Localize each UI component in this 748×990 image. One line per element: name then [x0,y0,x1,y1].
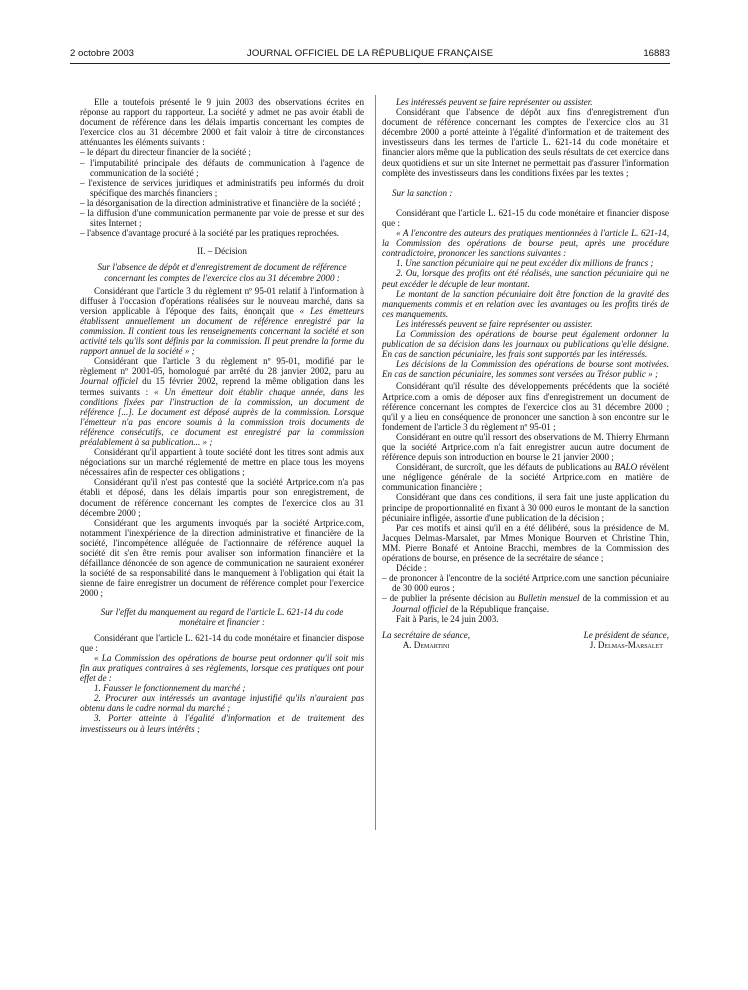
quote: 3. Porter atteinte à l'égalité d'information et de traitement des investisseurs ou à leurs intérêts ; [80,713,364,734]
signatures [382,630,669,650]
paragraph: Considérant que l'absence de dépôt aux fins d'enregistrement d'un document de référence concernant les comptes de l'exercice clos au 31 décembre 2000 a porté atteinte à l'égalité d'information et de traitement des investisseurs dans les termes de l'article L. 621-14 du code monétaire et financier alors même que la publication des seuls résultats de cet exercice dans deux quotidiens et sur un site Internet ne permettait pas d'assurer l'information complète des investisseurs dans les conditions fixées par les textes ; [382,107,669,178]
journal-ref: Journal officiel [80,376,138,387]
list-item: – le départ du directeur financier de la société ; [80,147,251,158]
subheading: Sur l'absence de dépôt et d'enregistrement de document de référence concernant les comptes de l'exercice clos au 31 décembre 2000 : [97,262,347,283]
balo-ref: BALO [614,462,638,473]
decide-label: Décide : [396,563,427,574]
list-item: – l'imputabilité principale des défauts de communication à l'agence de communication de la société ; [80,157,364,178]
signature-title: La secrétaire de séance, [382,629,471,640]
quote: La Commission des opérations de bourse peut également ordonner la publication de sa décision dans les journaux ou publications qu'elle désigne. En cas de sanction pécuniaire, les frais sont supportés par les intéressés. [382,328,669,360]
paragraph: Considérant qu'il résulte des développements précédents que la société Artprice.com a omis de déposer aux fins d'enregistrement un document de référence concernant les comptes de l'exercice clos au 31 décembre 2000 ; qu'il y a lieu en conséquence de prononcer une sanction à son encontre sur le fondement de l'article 3 du règlement nº 95-01 ; [382,381,669,432]
list-item: – de prononcer à l'encontre de la société Artprice.com une sanction pécuniaire de 30 000 euros ; [382,573,669,594]
list-item: – l'existence de services juridiques et administratifs peu informés du droit spécifique des marchés financiers ; [80,177,364,198]
paragraph: Considérant en outre qu'il ressort des observations de M. Thierry Ehrmann que la société Artprice.com n'a fait enregistrer aucun autre document de référence depuis son introduction en bourse le 21 janvier 2000 ; [382,431,669,463]
paragraph: Considérant que l'article L. 621-14 du code monétaire et financier dispose que : [80,632,364,653]
paragraph [80,356,364,447]
quote: Les intéressés peuvent se faire représenter ou assister. [396,318,593,329]
text: – de publier la présente décision au [382,593,518,604]
list-item: – la diffusion d'une communication permanente par voie de presse et sur des sites Internet ; [80,208,364,229]
section-heading: II. – Décision [197,246,247,257]
text: Considérant, de surcroît, que les défauts de publications au [396,462,615,473]
left-column [80,97,364,734]
quote: 1. Une sanction pécuniaire qui ne peut excéder dix millions de francs ; [396,258,654,269]
quote: « Les émetteurs établissent annuellement un document de référence enregistré par la commission. Il contient tous les renseignements concernant la société et son activité tels qu'ils sont définis par la commission. Il peut prendre la forme du rapport annuel de la société » ; [80,305,364,357]
text: Considérant que l'article 3 du règlement nº 95-01 relatif à l'information à diffuser à l'occasion d'opérations réalisées sur le nouveau marché, dans sa version applicable à l'époque des faits, énonçait que [80,285,364,316]
subheading: Sur la sanction : [392,187,453,198]
quote: « Un émetteur doit établir chaque année, dans les conditions fixées par l'instruction de la commission, un document de référence [...]. Le document est déposé auprès de la commission. Lorsque l'émetteur n'a pas encore soumis à la commission trois documents de référence consécutifs, ce document est enregistré par la commission préalablement à sa publication... » ; [80,386,364,447]
signature-name: J. Delmas-Marsalet [589,639,663,650]
header-journal-title: JOURNAL OFFICIEL DE LA RÉPUBLIQUE FRANÇAISE [246,48,494,59]
text: révèlent une négligence générale de la société Artprice.com en matière de communication financière ; [382,462,669,493]
quote: 1. Fausser le fonctionnement du marché ; [94,683,246,694]
quote: 2. Ou, lorsque des profits ont été réalisés, une sanction pécuniaire qui ne peut excéder le décuple de leur montant. [382,268,669,289]
journal-ref: Journal officiel [392,603,448,614]
text: de la République française. [447,603,550,614]
header-date: 2 octobre 2003 [70,48,135,59]
signature-right [584,630,669,650]
text: Considérant que l'article 3 du règlement nº 95-01, modifié par le règlement nº 2001-05, homologué par arrêté du 28 janvier 2002, paru au [80,356,364,377]
signature-left [382,630,470,650]
quote: 2. Procurer aux intéressés un avantage injustifié qu'ils n'auraient pas obtenu dans le cadre normal du marché ; [80,693,364,714]
quote: Les décisions de la Commission des opérations de bourse sont motivées. En cas de sanction pécuniaire, les sommes sont versées au Trésor public » ; [382,359,669,380]
paragraph: Considérant qu'il n'est pas contesté que la société Artprice.com n'a pas établi et déposé, dans les délais impartis pour son enregistrement, de document de référence concernant les comptes de l'exercice clos au 31 décembre 2000 ; [80,477,364,518]
date-line: Fait à Paris, le 24 juin 2003. [396,613,499,624]
paragraph: Considérant qu'il appartient à toute société dont les titres sont admis aux négociations sur un marché réglementé de mettre en place tous les moyens nécessaires afin de respecter ces obligations ; [80,447,364,478]
signature-title: Le président de séance, [583,629,669,640]
paragraph: Considérant que dans ces conditions, il sera fait une juste application du principe de proportionnalité en fixant à 30 000 euros le montant de la sanction pécuniaire infligée, assortie d'une publication de la décision ; [382,492,669,523]
list-item: – l'absence d'avantage procuré à la société par les pratiques reprochées. [80,228,340,239]
header-rule [70,63,670,64]
paragraph: Considérant que l'article L. 621-15 du code monétaire et financier dispose que : [382,207,669,228]
subheading: Sur l'effet du manquement au regard de l'article L. 621-14 du code monétaire et financier : [100,606,344,627]
text: de la commission et au [579,593,669,604]
list-item [382,593,669,613]
quote: « La Commission des opérations de bourse peut ordonner qu'il soit mis fin aux pratiques contraires à ses règlements, lorsque ces pratiques ont pour effet de : [80,652,364,684]
bulletin-ref: Bulletin mensuel [517,593,580,604]
paragraph: Considérant que les arguments invoqués par la société Artprice.com, notamment l'inexpérience de la direction administrative et financière de la société, l'incompétence alléguée de l'actionnaire de référence auquel la société dit s'en être remis pour avaliser son information financière et la défaillance dénoncée de son agence de communication ne sauraient exonérer la société de sa responsabilité dans le manquement à l'obligation qui était la sienne de faire enregistrer un document de référence complet pour l'exercice 2000 ; [80,517,364,599]
list-item: – la désorganisation de la direction administrative et financière de la société ; [80,197,361,208]
paragraph [80,286,364,357]
paragraph [382,462,669,492]
quote: Le montant de la sanction pécuniaire doit être fonction de la gravité des manquements commis et en relation avec les avantages ou les profits tirés de ces manquements. [382,288,669,319]
text: du 15 février 2002, reprend la même obligation dans les termes suivants : [80,376,364,397]
header-page-number: 16883 [643,48,670,59]
paragraph: Par ces motifs et ainsi qu'il en a été délibéré, sous la présidence de M. Jacques Delmas-Marsalet, par Mmes Monique Bourven et Christine Thin, MM. Pierre Bonafé et Antoine Bracchi, membres de la Commission des opérations de bourse, en présence de la secrétaire de séance ; [382,522,669,564]
quote: « A l'encontre des auteurs des pratiques mentionnées à l'article L. 621-14, la Commission des opérations de bourse peut, après une procédure contradictoire, prononcer les sanctions suivantes : [382,228,669,259]
signature-name: A. Demartini [402,639,450,650]
right-column [382,97,669,650]
column-divider [375,95,376,830]
page-header [70,48,670,62]
quote: Les intéressés peuvent se faire représenter ou assister. [396,97,593,107]
paragraph: Elle a toutefois présenté le 9 juin 2003 des observations écrites en réponse au rapport du rapporteur. La société y admet ne pas avoir établi de document de référence dans les délais impartis concernant les comptes de l'exercice clos au 31 décembre 2000 et fait valoir à titre de circonstances atténuantes les éléments suivants : [80,97,364,148]
